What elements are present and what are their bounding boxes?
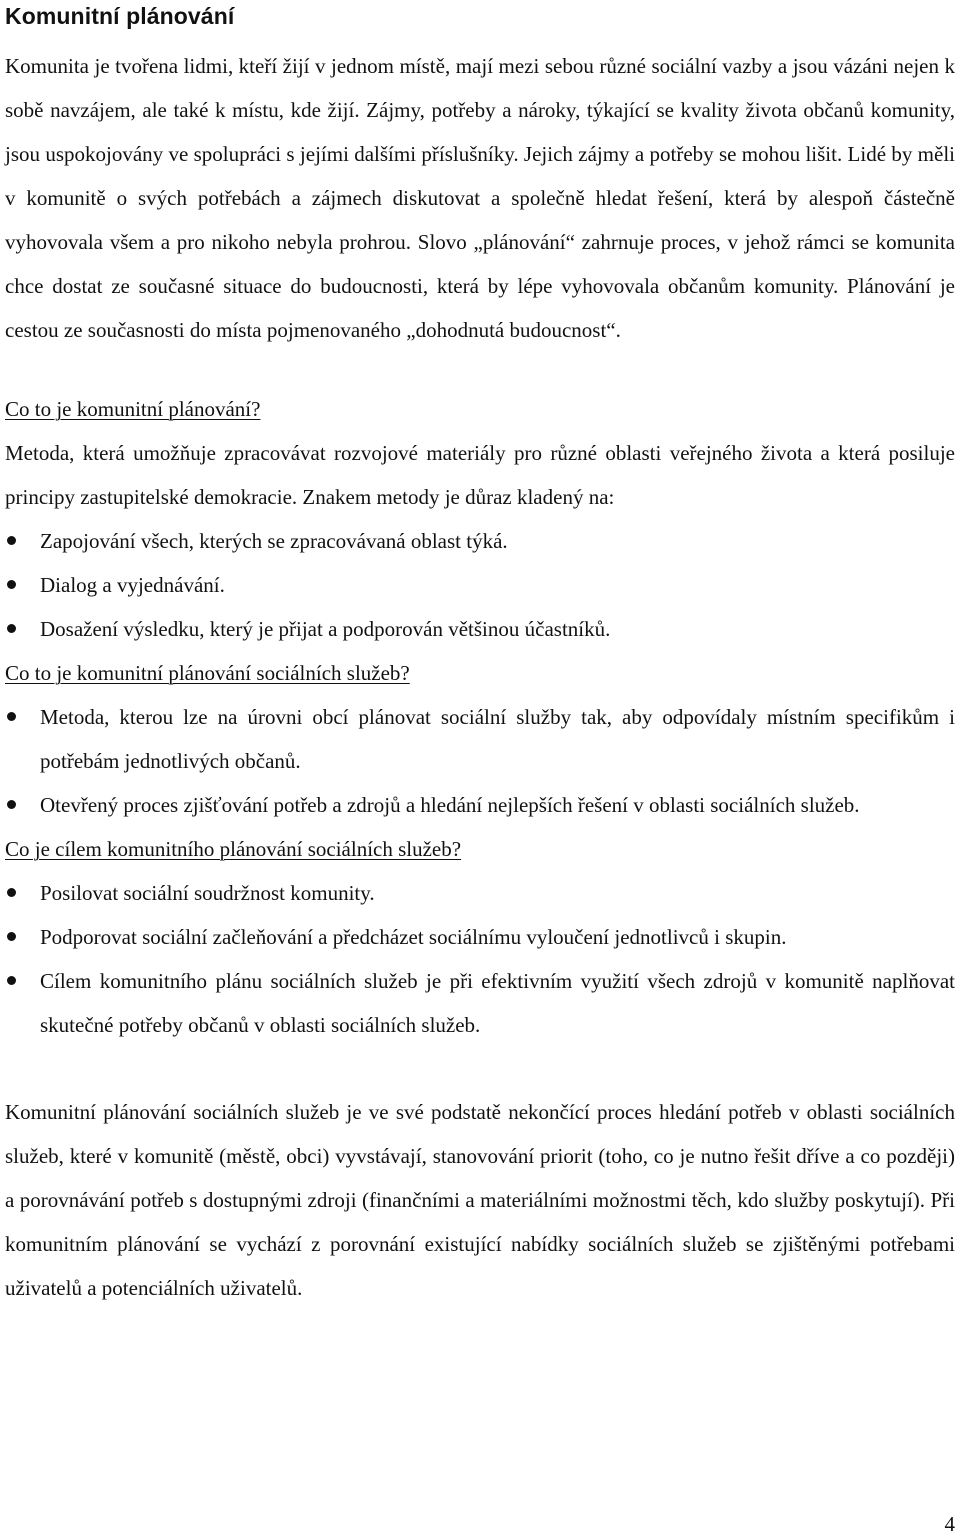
bullet-icon <box>7 976 16 985</box>
bullet-list-item <box>5 607 955 651</box>
document-title: Komunitní plánování <box>5 3 235 29</box>
bullet-icon <box>7 800 16 809</box>
bullet-icon <box>7 580 16 589</box>
section1-bullet-list <box>5 519 955 651</box>
bullet-list-item <box>5 783 955 827</box>
bullet-list-item <box>5 915 955 959</box>
bullet-icon <box>7 536 16 545</box>
bullet-text: Posilovat sociální soudržnost komunity. <box>40 881 375 905</box>
bullet-text: Metoda, kterou lze na úrovni obcí plánovat sociální služby tak, aby odpovídaly místním specifikům i potřebám jednotlivých občanů. <box>40 705 955 773</box>
intro-paragraph: Komunita je tvořena lidmi, kteří žijí v jednom místě, mají mezi sebou různé sociální vazby a jsou vázáni nejen k sobě navzájem, ale také k místu, kde žijí. Zájmy, potřeby a nároky, týkající se kvality života občanů komunity, jsou uspokojovány ve spolupráci s jejími dalšími příslušníky. Jejich zájmy a potřeby se mohou lišit. Lidé by měli v komunitě o svých potřebách a zájmech diskutovat a společně hledat řešení, která by alespoň částečně vyhovovala všem a pro nikoho nebyla prohrou. Slovo „plánování“ zahrnuje proces, v jehož rámci se komunita chce dostat ze současné situace do budoucnosti, která by lépe vyhovovala občanům komunity. Plánování je cestou ze současnosti do místa pojmenovaného „dohodnutá budoucnost“. <box>5 54 955 342</box>
bullet-text: Dialog a vyjednávání. <box>40 573 225 597</box>
bullet-icon <box>7 888 16 897</box>
bullet-icon <box>7 932 16 941</box>
section1-paragraph: Metoda, která umožňuje zpracovávat rozvojové materiály pro různé oblasti veřejného života a která posiluje principy zastupitelské demokracie. Znakem metody je důraz kladený na: <box>5 441 955 509</box>
section-heading-social-services-planning: Co to je komunitní plánování sociálních služeb? <box>5 661 410 685</box>
page-number: 4 <box>944 1512 955 1536</box>
bullet-icon <box>7 624 16 633</box>
section-heading-planning-goal: Co je cílem komunitního plánování sociálních služeb? <box>5 837 462 861</box>
final-paragraph: Komunitní plánování sociálních služeb je ve své podstatě nekončící proces hledání potřeb v oblasti sociálních služeb, které v komunitě (městě, obci) vyvstávají, stanovování priorit (toho, co je nutno řešit dříve a co později) a porovnávání potřeb s dostupnými zdroji (finančními a materiálními možnostmi těch, kdo služby poskytují). Při komunitním plánování se vychází z porovnání existující nabídky sociálních služeb se zjištěnými potřebami uživatelů a potenciálních uživatelů. <box>5 1100 955 1300</box>
bullet-text: Dosažení výsledku, který je přijat a podporován většinou účastníků. <box>40 617 611 641</box>
bullet-text: Podporovat sociální začleňování a předcházet sociálnímu vyloučení jednotlivců i skupin. <box>40 925 787 949</box>
bullet-text: Cílem komunitního plánu sociálních služeb je při efektivním využití všech zdrojů v komunitě naplňovat skutečné potřeby občanů v oblasti sociálních služeb. <box>40 969 955 1037</box>
section3-bullet-list <box>5 871 955 1047</box>
section2-bullet-list <box>5 695 955 827</box>
bullet-list-item <box>5 519 955 563</box>
bullet-text: Zapojování všech, kterých se zpracovávaná oblast týká. <box>40 529 508 553</box>
bullet-text: Otevřený proces zjišťování potřeb a zdrojů a hledání nejlepších řešení v oblasti sociálních služeb. <box>40 793 860 817</box>
bullet-icon <box>7 712 16 721</box>
bullet-list-item <box>5 871 955 915</box>
section-heading-what-is-community-planning: Co to je komunitní plánování? <box>5 397 261 421</box>
bullet-list-item <box>5 563 955 607</box>
bullet-list-item <box>5 959 955 1047</box>
bullet-list-item <box>5 695 955 783</box>
document-page <box>5 0 955 1310</box>
